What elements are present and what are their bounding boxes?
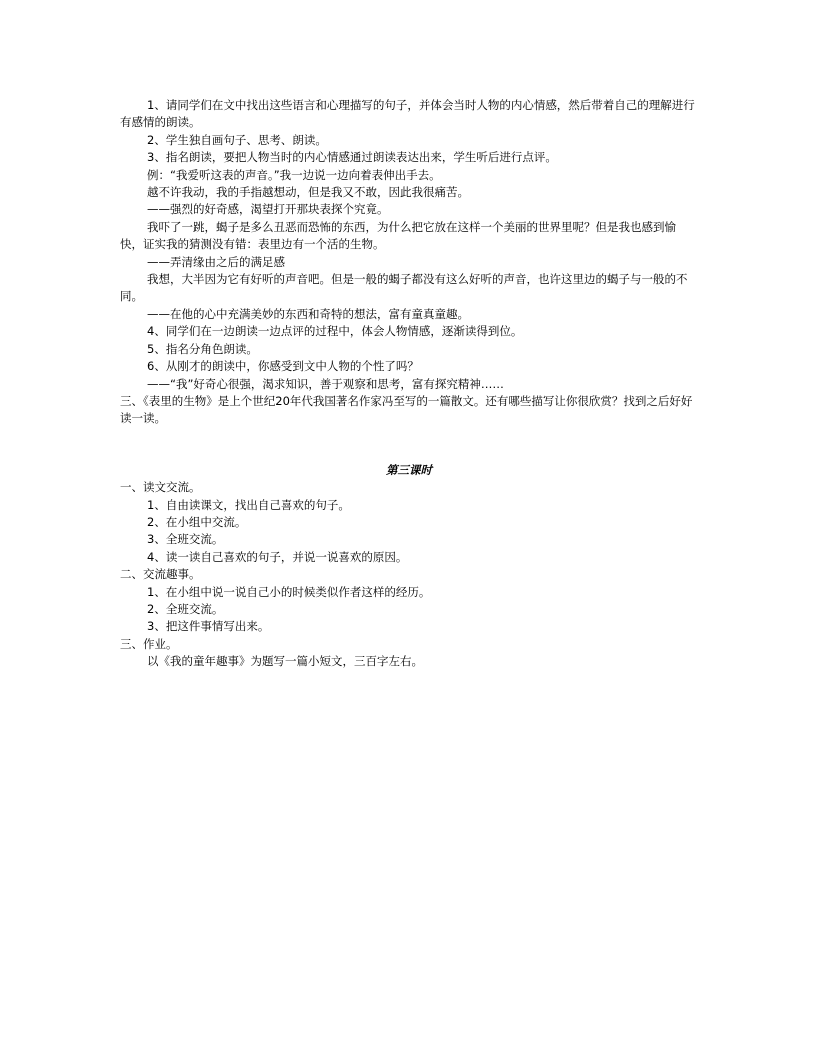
- paragraph: 5、指名分角色朗读。: [147, 341, 258, 356]
- list-item: 3、全班交流。: [147, 532, 224, 547]
- list-item: 2、在小组中交流。: [147, 514, 247, 529]
- list-item: 1、在小组中说一说自己小的时候类似作者这样的经历。: [147, 584, 431, 599]
- list-item: 3、把这件事情写出来。: [147, 619, 270, 634]
- commentary: ——在他的心中充满美妙的东西和奇特的想法，富有童真童趣。: [147, 306, 469, 321]
- example-quote: 我想，大半因为它有好听的声音吧。但是一般的蝎子都没有这么好听的声音，也许这里边的蝎子与一般的不同。: [120, 272, 688, 304]
- spacer: [120, 428, 698, 462]
- example-quote: 越不许我动，我的手指越想动，但是我又不敢，因此我很痛苦。: [147, 185, 469, 200]
- section-heading: 一、读文交流。: [120, 480, 201, 495]
- paragraph: 3、指名朗读，要把人物当时的内心情感通过朗读表达出来，学生听后进行点评。: [147, 150, 557, 165]
- lesson-title: 第三课时: [386, 462, 432, 477]
- commentary: ——弄清缘由之后的满足感: [147, 254, 285, 269]
- section-heading: 三、《表里的生物》是上个世纪20年代我国著名作家冯至写的一篇散文。还有哪些描写让你很欣赏？找到之后好好读一读。: [120, 393, 693, 426]
- commentary: ——强烈的好奇感，渴望打开那块表探个究竟。: [147, 202, 389, 217]
- list-item: 4、读一读自己喜欢的句子，并说一说喜欢的原因。: [147, 549, 408, 564]
- document-body: [120, 97, 698, 671]
- paragraph: 2、学生独自画句子、思考、朗读。: [147, 132, 327, 147]
- paragraph: 4、同学们在一边朗读一边点评的过程中，体会人物情感，逐渐读得到位。: [147, 324, 523, 339]
- example-quote: 例：“我爱听这表的声音。”我一边说一边向着表伸出手去。: [147, 167, 441, 182]
- list-item: 2、全班交流。: [147, 601, 224, 616]
- example-quote: 我吓了一跳，蝎子是多么丑恶而恐怖的东西，为什么把它放在这样一个美丽的世界里呢？但是我也感到愉快，证实我的猜测没有错：表里边有一个活的生物。: [120, 219, 676, 252]
- commentary: ——“我”好奇心很强，渴求知识，善于观察和思考，富有探究精神……: [147, 376, 504, 391]
- section-heading: 三、作业。: [120, 636, 178, 651]
- list-item: 以《我的童年趣事》为题写一篇小短文，三百字左右。: [147, 654, 423, 669]
- section-heading: 二、交流趣事。: [120, 567, 201, 582]
- paragraph: 1、请同学们在文中找出这些语言和心理描写的句子，并体会当时人物的内心情感，然后带着自己的理解进行有感情的朗读。: [120, 98, 695, 130]
- paragraph: 6、从刚才的朗读中，你感受到文中人物的个性了吗？: [147, 359, 419, 374]
- list-item: 1、自由读课文，找出自己喜欢的句子。: [147, 497, 350, 512]
